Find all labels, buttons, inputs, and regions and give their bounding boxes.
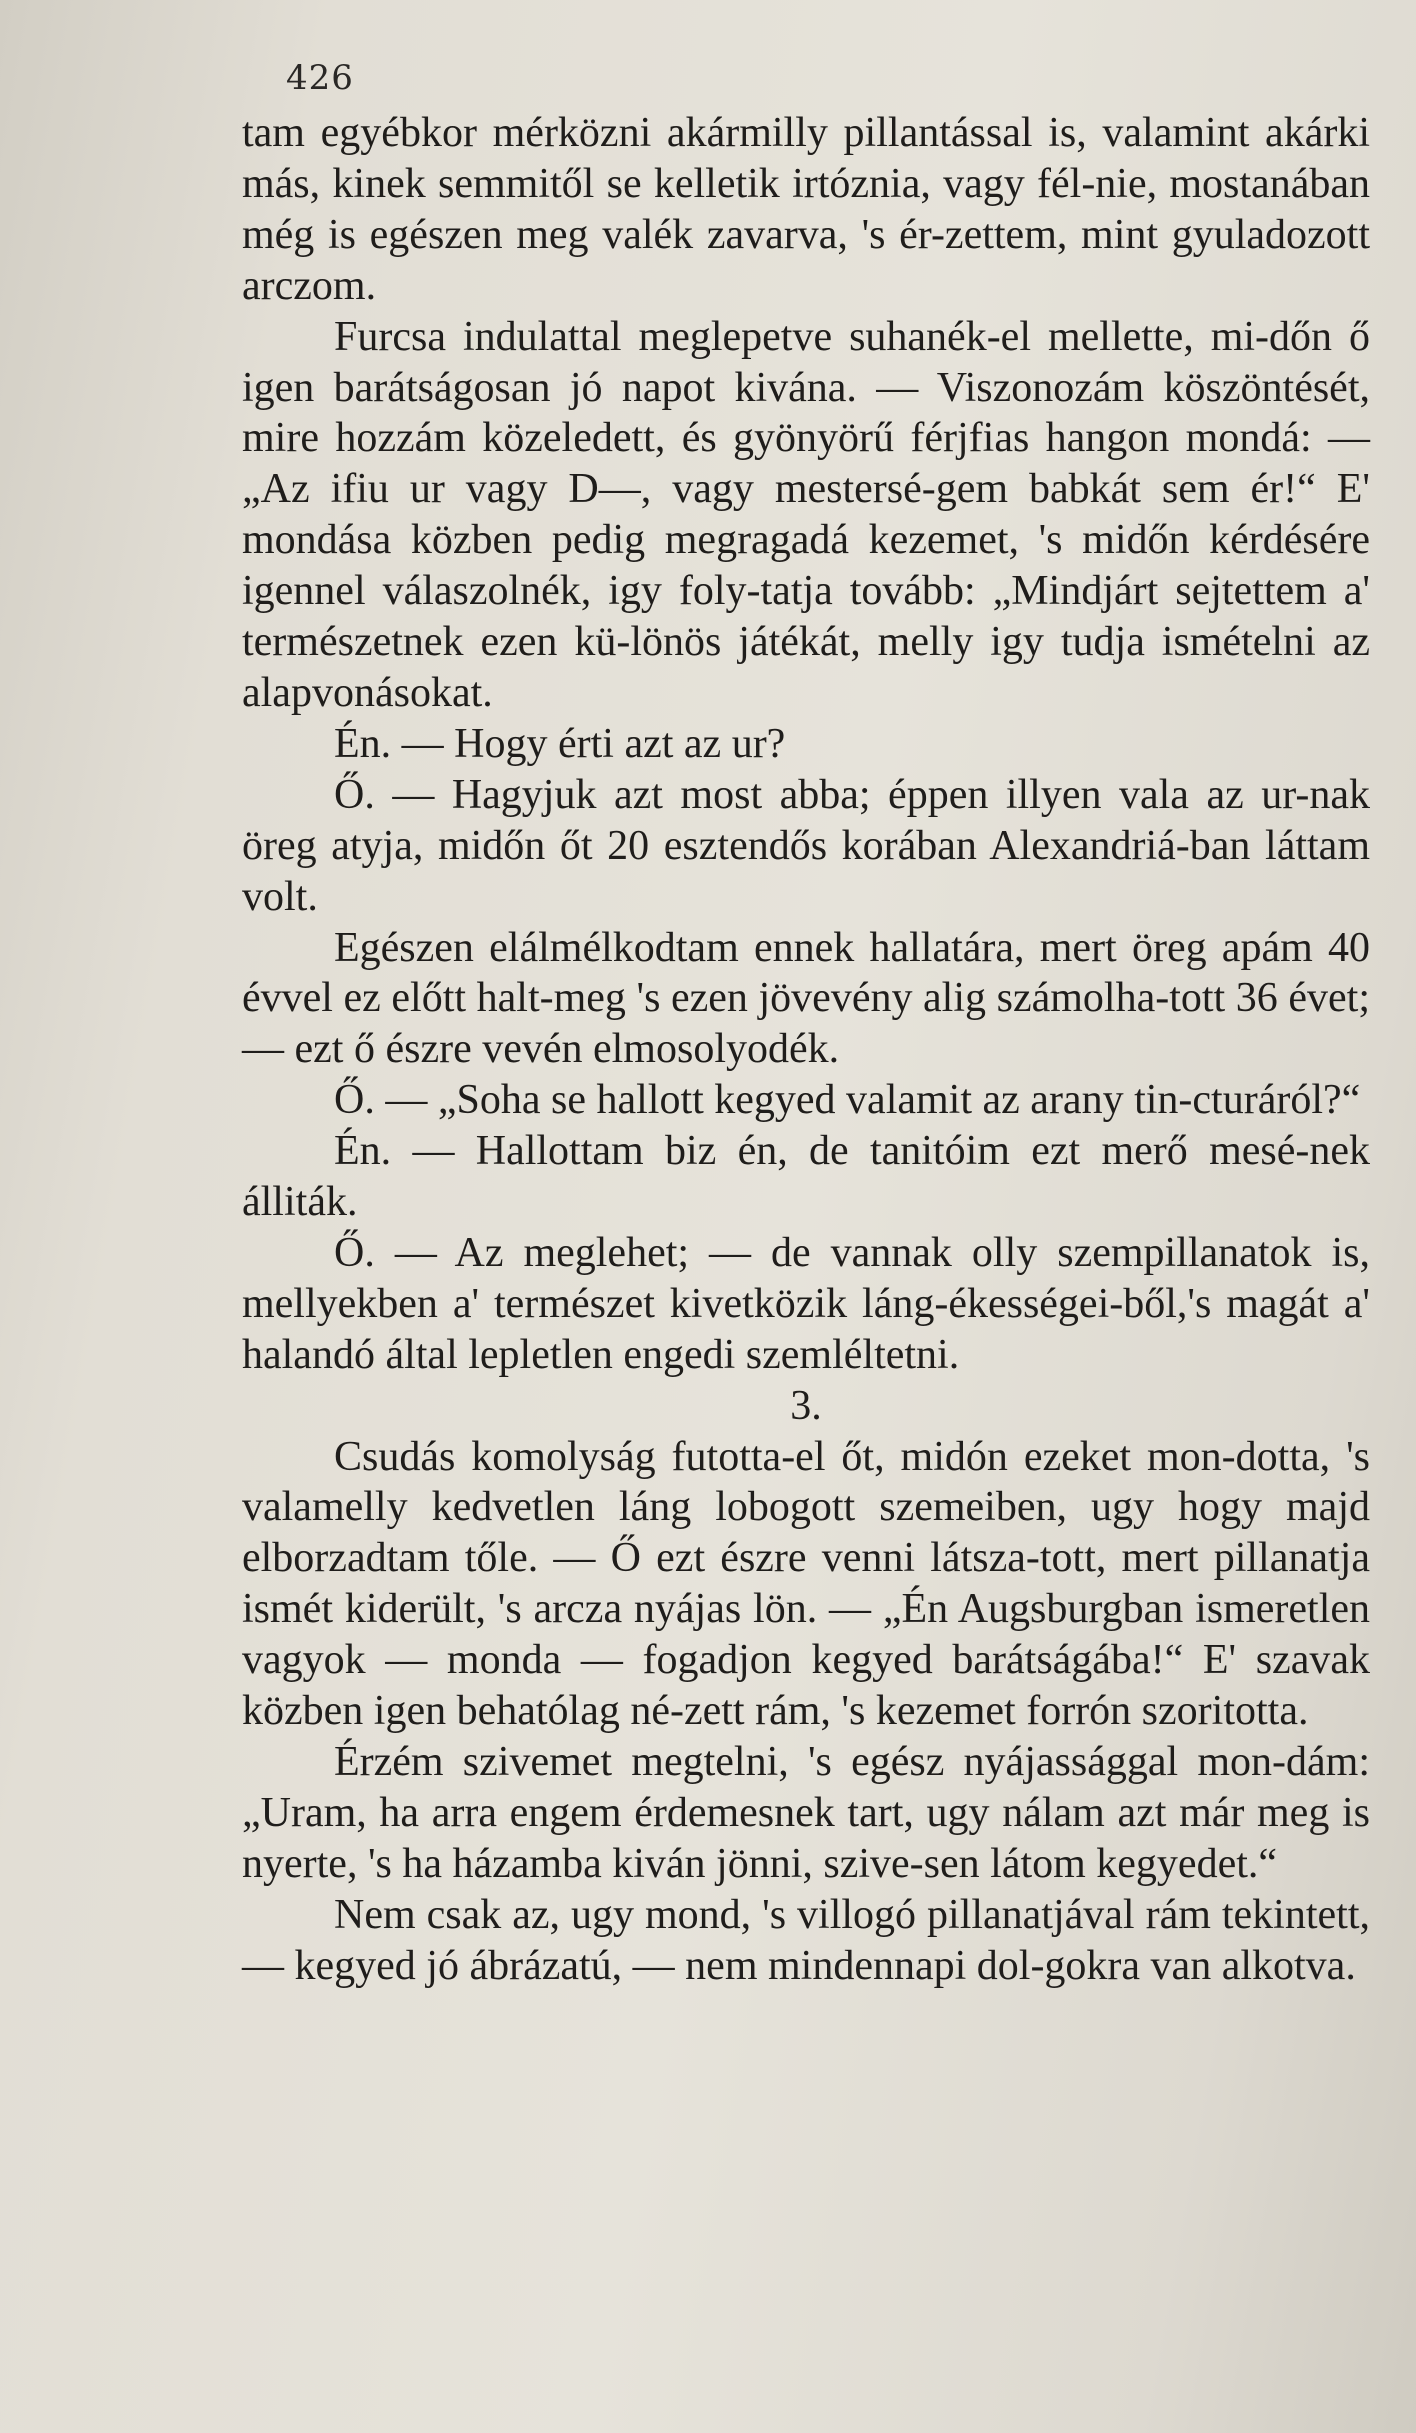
dialogue-line-5: Ő. — Az meglehet; — de vannak olly szempillanatok is, mellyekben a' természet kivetközik láng-ékességei-ből,'s magát a' halandó által lepletlen engedi szemléltetni.: [242, 1229, 1370, 1378]
paragraph-3: Egészen elálmélkodtam ennek hallatára, mert öreg apám 40 évvel ez előtt halt-meg 's ezen jövevény alig számolha-tott 36 évet; — ezt ő észre vevén elmosolyodék.: [242, 924, 1370, 1073]
paragraph-6: Nem csak az, ugy mond, 's villogó pillanatjával rám tekintett, — kegyed jó ábrázatú, — nem mindennapi dol-gokra van alkotva.: [242, 1891, 1370, 1989]
paragraph-1: tam egyébkor mérközni akármilly pillantással is, valamint akárki más, kinek semmitől se kelletik irtóznia, vagy fél-nie, mostanában még is egészen meg valék zavarva, 's ér-zettem, mint gyuladozott arczom.: [242, 110, 1370, 309]
paragraph-2: Furcsa indulattal meglepetve suhanék-el mellette, mi-dőn ő igen barátságosan jó napot kivána. — Viszonozám köszöntését, mire hozzám közeledett, és gyönyörű férjfias hangon mondá: — „Az ifiu ur vagy D—, vagy mestersé-gem babkát sem ér!“ E' mondása közben pedig megragadá kezemet, 's midőn kérdésére igennel válaszolnék, igy foly-tatja tovább: „Mindjárt sejtettem a' természetnek ezen kü-lönös játékát, melly igy tudja ismételni az alapvonásokat.: [242, 313, 1370, 716]
dialogue-line-4: Én. — Hallottam biz én, de tanitóim ezt merő mesé-nek álliták.: [242, 1128, 1370, 1226]
dialogue-line-2: Ő. — Hagyjuk azt most abba; éppen illyen vala az ur-nak öreg atyja, midőn őt 20 esztendős korában Alexandriá-ban láttam volt.: [242, 771, 1370, 920]
dialogue-line-3: Ő. — „Soha se hallott kegyed valamit az arany tin-cturáról?“: [334, 1077, 1361, 1124]
section-number: 3.: [790, 1382, 822, 1429]
page-number: 426: [286, 58, 354, 98]
dialogue-line-1: Én. — Hogy érti azt az ur?: [334, 720, 786, 767]
paragraph-5: Érzém szivemet megtelni, 's egész nyájassággal mon-dám: „Uram, ha arra engem érdemesnek tart, ugy nálam azt már meg is nyerte, 's ha házamba kiván jönni, szive-sen látom kegyedet.“: [242, 1739, 1370, 1887]
body-text: [242, 108, 1370, 1992]
paragraph-4: Csudás komolyság futotta-el őt, midón ezeket mon-dotta, 's valamelly kedvetlen láng lobogott szemeiben, ugy hogy majd elborzadtam tőle. — Ő ezt észre venni látsza-tott, mert pillanatja ismét kiderült, 's arcza nyájas lön. — „Én Augsburgban ismeretlen vagyok — monda — fogadjon kegyed barátságába!“ E' szavak közben igen behatólag né-zett rám, 's kezemet forrón szoritotta.: [242, 1433, 1370, 1735]
